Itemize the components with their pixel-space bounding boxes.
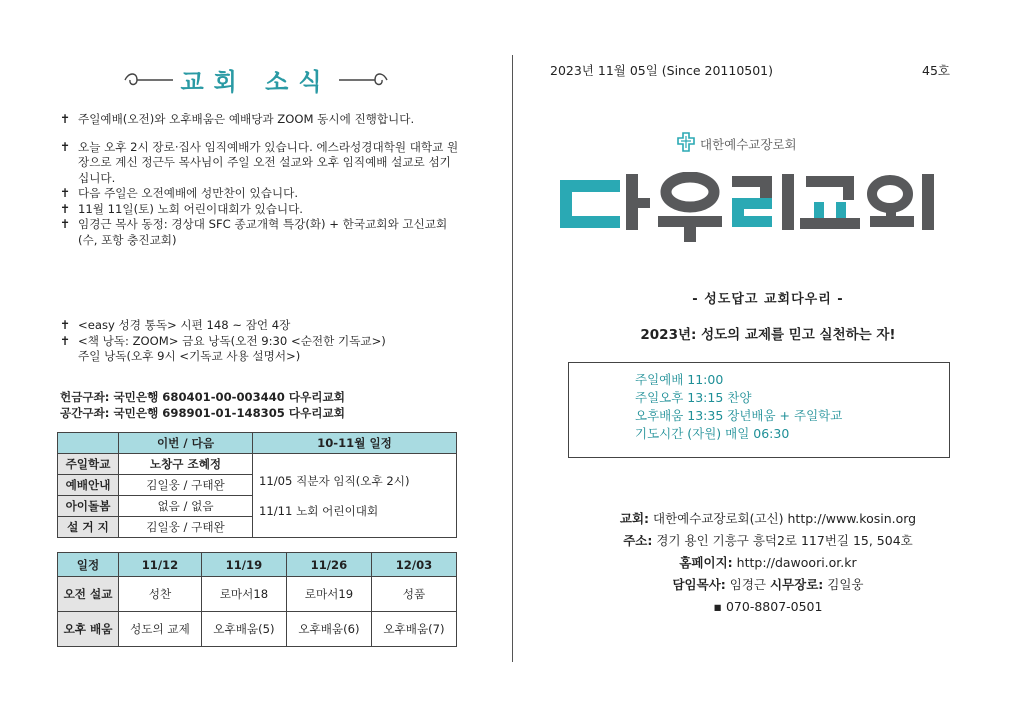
row-value: 없음 / 없음 <box>119 496 253 517</box>
header-label: 일정 <box>58 553 119 577</box>
news-item: ✝ 주일예배(오전)와 오후배움은 예배당과 ZOOM 동시에 진행합니다. <box>60 112 415 126</box>
event-item: 11/11 노회 어린이대회 <box>259 503 379 518</box>
account-cash: 헌금구좌: 국민은행 680401-00-003440 다우리교회 <box>60 390 345 404</box>
schedule-table <box>57 432 457 538</box>
events-cell <box>253 454 457 538</box>
row-value: 노창구 조혜정 <box>119 454 253 475</box>
contact-phone: ▪ 070-8807-0501 <box>713 599 823 614</box>
service-times-box <box>568 362 950 458</box>
cross-icon: ✝ <box>60 139 71 154</box>
date-cell: 11/19 <box>201 553 286 577</box>
header-this-next: 이번 / 다음 <box>119 433 253 454</box>
cross-icon: ✝ <box>60 333 71 348</box>
contact-church: 교회: 대한예수교장로회(고신) http://www.kosin.org <box>619 511 917 526</box>
row-label: 오후 배움 <box>58 612 119 647</box>
news-title <box>0 62 512 97</box>
news-item: ✝ 다음 주일은 오전예배에 성만찬이 있습니다. <box>60 186 299 200</box>
date-cell: 11/26 <box>286 553 371 577</box>
row-label: 주일학교 <box>58 454 119 475</box>
service-time: 주일오후 13:15 찬양 <box>635 390 752 405</box>
sermon-cell: 성도의 교제 <box>119 612 202 647</box>
sermon-cell: 로마서18 <box>201 577 286 612</box>
contact-info <box>512 508 1024 618</box>
right-ornament-icon <box>337 70 389 90</box>
date-cell: 12/03 <box>371 553 456 577</box>
contact-pastor: 담임목사: 임경근 시무장로: 김일웅 <box>672 577 864 592</box>
denomination-label: 대한예수교장로회 <box>700 137 797 152</box>
contact-address: 주소: 경기 용인 기흥구 흥덕2로 117번길 15, 504호 <box>623 533 913 548</box>
account-public: 공간구좌: 국민은행 698901-01-148305 다우리교회 <box>60 405 345 420</box>
reading-item: ✝ <easy 성경 통독> 시편 148 ~ 잠언 4장 <box>60 318 291 332</box>
event-item: 11/05 직분자 임직(오후 2시) <box>259 473 410 488</box>
row-label: 아이돌봄 <box>58 496 119 517</box>
sermon-table <box>57 552 457 647</box>
cross-icon: ✝ <box>60 186 71 200</box>
row-label: 예배안내 <box>58 475 119 496</box>
sermon-cell: 오후배움(7) <box>371 612 456 647</box>
service-time: 오후배움 13:35 장년배움 + 주일학교 <box>635 408 843 423</box>
sermon-cell: 성품 <box>371 577 456 612</box>
reading-list <box>60 318 460 365</box>
cross-icon: ✝ <box>60 112 71 126</box>
sermon-cell: 로마서19 <box>286 577 371 612</box>
date-cell: 11/12 <box>119 553 202 577</box>
news-title-text: 교회 소식 <box>180 68 332 96</box>
row-value: 김일웅 / 구태완 <box>119 475 253 496</box>
news-item: ✝ 오늘 오후 2시 장로·집사 임직예배가 있습니다. 에스라성경대학원 대학교 원장으로 계신 정근두 목사님이 주일 오전 설교와 오후 임직예배 설교로 섬기십니다. <box>60 139 459 185</box>
header-month: 10-11월 일정 <box>253 433 457 454</box>
reading-item: ✝ <책 낭독: ZOOM> 금요 낭독(오전 9:30 <순전한 기독교>) 주일 낭독(오후 9시 <기독교 사용 설명서>) <box>60 333 386 363</box>
news-item: ✝ 11월 11일(토) 노회 어린이대회가 있습니다. <box>60 201 303 216</box>
year-goal: 2023년: 성도의 교제를 믿고 실천하는 자! <box>640 327 896 343</box>
church-cross-icon <box>676 132 696 156</box>
service-time: 기도시간 (자원) 매일 06:30 <box>635 426 790 441</box>
row-label: 설 거 지 <box>58 517 119 538</box>
motto: - 성도답고 교회다우리 - <box>692 292 844 307</box>
news-list <box>60 112 460 248</box>
issue-number: 45호 <box>922 63 950 78</box>
cross-icon: ✝ <box>60 201 71 216</box>
church-logo <box>560 172 940 256</box>
row-value: 김일웅 / 구태완 <box>119 517 253 538</box>
contact-homepage: 홈페이지: http://dawoori.or.kr <box>679 555 857 570</box>
cross-icon: ✝ <box>60 318 71 332</box>
news-item: ✝ 임경근 목사 동정: 경상대 SFC 종교개혁 특강(화) + 한국교회와 고신교회(수, 포항 충진교회) <box>60 217 448 247</box>
row-label: 오전 설교 <box>58 577 119 612</box>
sermon-cell: 성찬 <box>119 577 202 612</box>
cross-icon: ✝ <box>60 217 71 231</box>
sermon-cell: 오후배움(6) <box>286 612 371 647</box>
sermon-cell: 오후배움(5) <box>201 612 286 647</box>
service-time: 주일예배 11:00 <box>635 372 724 387</box>
bulletin-date: 2023년 11월 05일 (Since 20110501) <box>550 63 774 78</box>
left-ornament-icon <box>123 70 175 90</box>
bank-accounts <box>60 390 345 421</box>
